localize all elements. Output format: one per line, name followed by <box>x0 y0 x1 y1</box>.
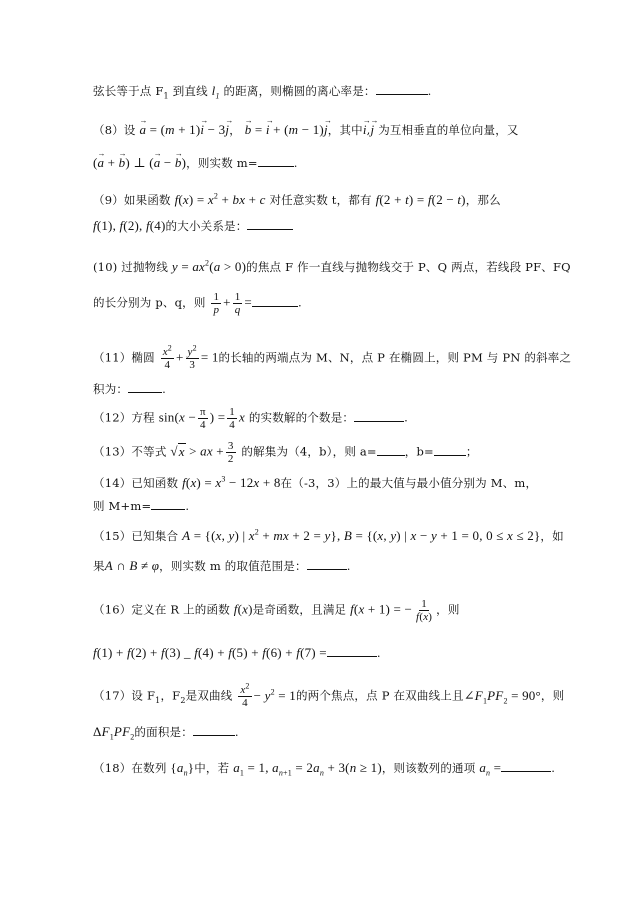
math: f <box>375 192 380 207</box>
item-8-line-2 <box>93 154 553 172</box>
text: . <box>551 761 556 775</box>
answer-blank[interactable] <box>307 557 347 570</box>
math: → b <box>119 154 126 172</box>
text: . <box>162 382 166 396</box>
math: ( <box>93 155 98 170</box>
math: f(x + 1) = − <box>350 601 413 617</box>
math-fraction: $\frac{\pi}{4}$ <box>199 406 206 431</box>
answer-blank[interactable] <box>128 380 162 393</box>
answer-blank[interactable] <box>376 82 428 95</box>
text: ，则实数 m 的取值范围是： <box>159 559 307 573</box>
item-14-line-1 <box>93 474 553 492</box>
math-fraction: $\frac{x^2}{4}$ <box>162 343 172 371</box>
math: ) = <box>209 409 226 425</box>
text: 是双曲线 <box>185 688 233 703</box>
item-9-line-1 <box>93 191 553 209</box>
answer-blank[interactable] <box>193 723 235 736</box>
subscript: 1 <box>155 695 161 705</box>
text: ，则该数列的通项 <box>381 761 476 775</box>
text: 的焦点 F 作一直线与抛物线交于 P、Q 两点，若线段 PF、FQ <box>246 260 571 274</box>
item-17-line-2 <box>93 723 553 741</box>
question-number: （13）不等式 <box>93 444 167 459</box>
text: 的两个焦点，点 P 在双曲线上且 <box>295 688 464 703</box>
math-fraction: $\frac{1}{q}$ <box>234 291 241 316</box>
math: + <box>104 155 119 170</box>
math-fraction: $\frac{1}{f(x)}$ <box>416 598 433 623</box>
text: . <box>185 499 190 513</box>
math-fraction: $\frac{1}{4}$ <box>229 406 235 431</box>
math: → a <box>139 121 146 139</box>
subscript: 2 <box>180 695 186 705</box>
answer-blank[interactable] <box>377 443 405 456</box>
math: → b <box>245 121 252 139</box>
text: 果 <box>93 559 105 573</box>
math: A = {(x, y) | $x^2$ + mx + 2 = y}, B = {(x, y) | x − y + 1 = 0, 0 ≤ x ≤ 2} <box>182 527 541 543</box>
answer-blank[interactable] <box>354 409 404 422</box>
math: → j <box>324 121 328 139</box>
text: ，那么 <box>465 193 501 207</box>
math: x <box>238 409 245 425</box>
text: . <box>346 559 351 573</box>
text: 的距离，则椭圆的离心率是： <box>219 84 376 98</box>
item-13 <box>93 440 553 465</box>
question-number: （16）定义在 R 上的函数 <box>93 602 230 617</box>
math: → a <box>154 154 161 172</box>
math: $a_1 = 1$, $a_{n+1} = 2a_n + 3(n \ge 1)$ <box>233 760 382 778</box>
math: − $y^2 = 1$ <box>253 687 296 703</box>
math: + <box>176 349 184 365</box>
text: ，b= <box>404 444 434 459</box>
math: (2 + t) = f(2 − t) <box>379 192 466 207</box>
text: 则 M+m= <box>93 499 152 513</box>
subscript: 1 <box>163 91 169 101</box>
math: − <box>160 155 175 170</box>
answer-blank[interactable] <box>327 644 377 657</box>
text: ， <box>229 123 241 137</box>
item-12 <box>93 406 553 431</box>
math: $y = ax^2(a > 0)$ <box>171 258 247 274</box>
text: ，F <box>160 688 181 703</box>
math: f <box>174 192 179 207</box>
text: ，则 <box>436 602 460 617</box>
text: 的大小关系是： <box>165 219 248 233</box>
math: $\{a_n\}$ <box>170 760 195 778</box>
math: $a_n$ = <box>479 760 502 778</box>
text: . <box>234 725 239 739</box>
math: → j <box>225 121 229 139</box>
item-9-line-2 <box>93 217 553 235</box>
question-number: （18）在数列 <box>93 761 167 775</box>
math: → j <box>371 121 375 139</box>
text: ，则 <box>540 688 565 703</box>
item-11-line-1 <box>93 343 572 371</box>
item-7-continuation <box>93 82 553 100</box>
text: 积为： <box>93 382 129 396</box>
text: 是奇函数，且满足 <box>252 602 347 617</box>
math: A ∩ B ≠ φ <box>104 558 160 573</box>
text: 的解集为（4，b），则 a= <box>241 444 377 459</box>
item-8-line-1: （8）设 → a = (m + 1)→ i − 3→ j， → b = → i + (m − 1)→ j，其中→ i,→ j 为互相垂直的单位向量，又 <box>93 121 553 139</box>
item-16-line-1 <box>93 598 553 623</box>
question-number: (10) 过抛物线 <box>93 260 169 274</box>
question-number: （11）椭圆 <box>93 350 155 365</box>
text: 的长轴的两端点为 M、N，点 P 在椭圆上，则 PM 与 PN 的斜率之 <box>218 350 572 365</box>
text: ，其中 <box>327 123 363 137</box>
math: √x > ax + <box>170 443 224 459</box>
text: 的长分别为 p、q，则 <box>93 295 206 310</box>
item-11-line-2 <box>93 380 553 398</box>
math: sin(x − <box>158 409 196 425</box>
math: $\Delta F_1PF_2$ <box>93 724 135 742</box>
math: $\angle F_1PF_2 = 90^\circ$ <box>463 687 541 706</box>
math-fraction: $\frac{1}{p}$ <box>213 291 220 316</box>
text: ，如 <box>540 529 564 543</box>
question-number: （8）设 <box>93 123 136 137</box>
math: $l_1$ <box>211 83 220 101</box>
text: 为互相垂直的单位向量，又 <box>378 123 519 137</box>
item-17-line-1 <box>93 681 565 709</box>
text: . <box>293 156 298 170</box>
math: $(x) = x^2$ + bx + c <box>178 191 266 207</box>
math: f(1), f(2), f(4) <box>93 218 166 233</box>
math: f(x) <box>233 601 253 617</box>
question-number: （17）设 F <box>93 688 156 703</box>
text: . <box>376 646 381 660</box>
text: 对任意实数 t，都有 <box>269 193 372 207</box>
math: → i <box>200 121 204 139</box>
math: → i <box>363 121 367 139</box>
text: 弦长等于点 F <box>93 84 164 98</box>
math: = <box>244 294 252 310</box>
text: . <box>297 295 302 310</box>
text: . <box>427 84 432 98</box>
text: 到直线 <box>168 84 212 98</box>
math: + <box>223 294 231 310</box>
item-10-line-2 <box>93 291 553 316</box>
math: f(1) + f(2) + f(3) _ f(4) + f(5) + f(6) + f(7) = <box>93 645 327 660</box>
question-number: （14）已知函数 <box>93 476 179 490</box>
math: → a <box>98 154 105 172</box>
text: 在（-3，3）上的最大值与最小值分别为 M、m， <box>280 476 538 490</box>
item-15-line-1 <box>93 527 564 545</box>
math: = 1 <box>200 349 219 365</box>
text: ； <box>465 444 478 459</box>
item-10-line-1 <box>93 258 571 276</box>
math: ) <box>181 155 187 170</box>
text: 的实数解的个数是： <box>248 410 355 425</box>
text: ，则实数 m= <box>186 156 258 170</box>
math: ) ⊥ ( <box>125 155 154 170</box>
item-15-line-2 <box>93 557 553 575</box>
question-number: （12）方程 <box>93 410 155 425</box>
answer-blank[interactable] <box>247 217 293 230</box>
question-number: （9）如果函数 <box>93 193 171 207</box>
answer-blank[interactable] <box>258 154 294 167</box>
math: → b <box>175 154 182 172</box>
answer-blank[interactable] <box>151 497 185 510</box>
math: $f(x) = x^3 - 12x + 8$ <box>182 474 281 490</box>
question-number: （15）已知集合 <box>93 529 179 543</box>
text: 的面积是： <box>134 725 193 739</box>
text: . <box>404 410 408 425</box>
item-18 <box>93 759 556 778</box>
answer-blank[interactable] <box>252 294 298 307</box>
answer-blank[interactable] <box>434 443 466 456</box>
math-fraction: $\frac{3}{2}$ <box>227 440 234 465</box>
math-fraction: $\frac{y^2}{3}$ <box>187 343 197 371</box>
text: 中，若 <box>194 761 230 775</box>
math: → i <box>266 121 270 139</box>
answer-blank[interactable] <box>501 759 551 772</box>
item-16-line-2 <box>93 644 553 662</box>
item-14-line-2 <box>93 497 553 515</box>
math-fraction: $\frac{x^2}{4}$ <box>240 681 250 709</box>
